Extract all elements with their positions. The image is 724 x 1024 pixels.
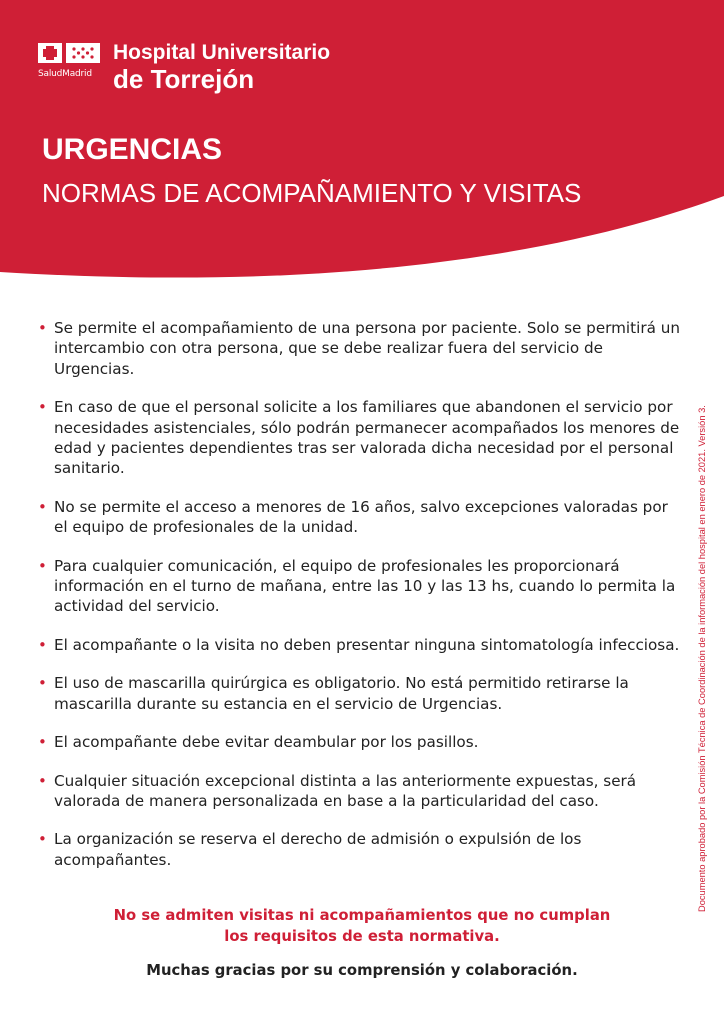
- bullet-icon: •: [38, 733, 47, 752]
- logo-subtext: SaludMadrid: [38, 69, 92, 79]
- rule-text: No se permite el acceso a menores de 16 años, salvo excepciones valoradas por el equipo de profesionales de la unidad.: [54, 497, 668, 537]
- rule-text: La organización se reserva el derecho de admisión o expulsión de los acompañantes.: [54, 830, 582, 869]
- bullet-icon: •: [38, 830, 47, 849]
- rule-text: Se permite el acompañamiento de una persona por paciente. Solo se permitirá un intercambio con otra persona, que se debe realizar fuera del servicio de Urgencias.: [54, 319, 680, 378]
- bullet-icon: •: [38, 398, 47, 417]
- rule-text: El acompañante o la visita no deben presentar ninguna sintomatología infecciosa.: [54, 635, 680, 654]
- rule-item: [38, 318, 686, 379]
- rule-text: Para cualquier comunicación, el equipo de profesionales les proporcionará información en el turno de mañana, entre las 10 y las 13 hs, cuando lo permita la actividad del servicio.: [54, 556, 676, 616]
- bullet-icon: •: [38, 556, 47, 575]
- salud-madrid-logo: [38, 43, 104, 87]
- warning-line2: los requisitos de esta normativa.: [224, 928, 500, 945]
- stars-flag-icon: [66, 43, 100, 63]
- rule-item: [38, 829, 686, 870]
- rule-text: El acompañante debe evitar deambular por los pasillos.: [54, 733, 479, 752]
- hospital-name-line2: de Torrejón: [113, 64, 255, 94]
- page-title: URGENCIAS: [42, 133, 223, 166]
- bullet-icon: •: [38, 635, 47, 654]
- rule-text: En caso de que el personal solicite a los familiares que abandonen el servicio por necesidades asistenciales, sólo podrán permanecer acompañados los menores de edad y pacientes dependientes tras ser valorada dicha necesidad por el personal sanitario.: [54, 398, 680, 478]
- rule-item: [38, 635, 686, 655]
- hospital-name-line1: Hospital Universitario: [113, 41, 331, 64]
- rule-item: [38, 397, 686, 479]
- thanks-message: Muchas gracias por su comprensión y colaboración.: [146, 962, 578, 979]
- rule-item: [38, 556, 686, 617]
- page-subtitle: NORMAS DE ACOMPAÑAMIENTO Y VISITAS: [42, 178, 582, 208]
- rule-text: Cualquier situación excepcional distinta a las anteriormente expuestas, será valorada de manera personalizada en base a la particularidad del caso.: [54, 771, 637, 810]
- bullet-icon: •: [38, 771, 47, 790]
- warning-notice: [0, 905, 724, 947]
- rules-list: [38, 318, 686, 888]
- rule-item: [38, 497, 686, 538]
- approval-side-note: Documento aprobado por la Comisión Técnica de Coordinación de la información del hospital en enero de 2021. Versión 3.: [697, 405, 707, 912]
- warning-line1: No se admiten visitas ni acompañamientos que no cumplan: [113, 907, 611, 924]
- bullet-icon: •: [38, 674, 47, 693]
- rule-text: El uso de mascarilla quirúrgica es obligatorio. No está permitido retirarse la mascarilla durante su estancia en el servicio de Urgencias.: [54, 674, 629, 713]
- bullet-icon: •: [38, 319, 47, 337]
- bullet-icon: •: [38, 497, 47, 516]
- rule-item: [38, 732, 686, 752]
- rule-item: [38, 673, 686, 714]
- rule-item: [38, 771, 686, 812]
- comunidad-madrid-flag-icon: [38, 43, 62, 63]
